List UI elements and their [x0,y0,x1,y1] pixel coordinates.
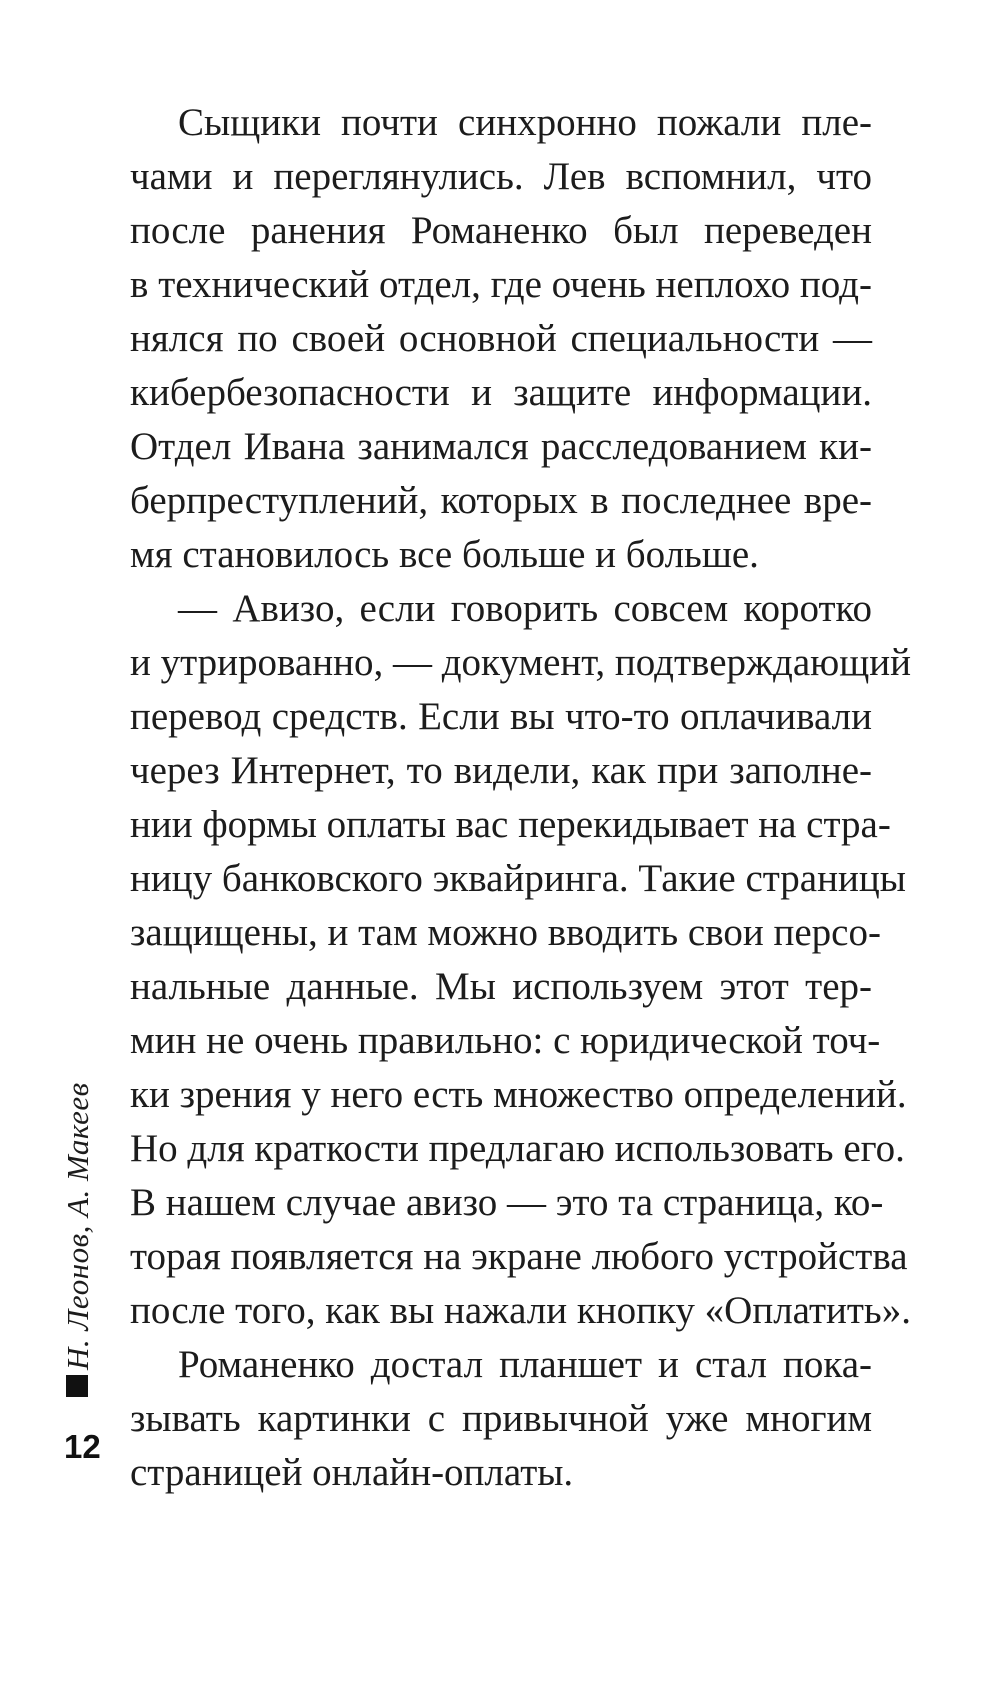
text-line: чами и переглянулись. Лев вспомнил, что [130,155,872,198]
text-line: после того, как вы нажали кнопку «Оплатить». [130,1289,911,1332]
text-line: через Интернет, то видели, как при заполне- [130,749,872,792]
author-credit: Н. Леонов, А. Макеев [60,1082,95,1370]
text-line: после ранения Романенко был переведен [130,209,872,252]
text-line: мин не очень правильно: с юридической точ- [130,1019,881,1062]
text-line: ницу банковского эквайринга. Такие страницы [130,857,906,900]
text-line: Романенко достал планшет и стал пока- [178,1343,872,1386]
text-line: В нашем случае авизо — это та страница, ко- [130,1181,884,1224]
text-line: Сыщики почти синхронно пожали пле- [178,101,872,144]
text-line: берпреступлений, которых в последнее вре- [130,479,872,522]
text-line: — Авизо, если говорить совсем коротко [178,587,872,630]
text-line: кибербезопасности и защите информации. [130,371,872,414]
text-line: в технический отдел, где очень неплохо под- [130,263,872,306]
text-line: ки зрения у него есть множество определений. [130,1073,907,1116]
square-marker [66,1375,88,1397]
body-text [130,96,912,1500]
text-line: торая появляется на экране любого устройства [130,1235,908,1278]
page-number: 12 [64,1428,101,1465]
text-line: нии формы оплаты вас перекидывает на стра- [130,803,891,846]
text-line: Отдел Ивана занимался расследованием ки- [130,425,872,468]
text-line: нальные данные. Мы используем этот тер- [130,965,872,1008]
text-line: мя становилось все больше и больше. [130,533,759,576]
text-line: перевод средств. Если вы что-то оплачивали [130,695,872,738]
text-line: нялся по своей основной специальности — [130,317,872,360]
text-line: страницей онлайн-оплаты. [130,1451,574,1494]
text-line: Но для краткости предлагаю использовать его. [130,1127,905,1170]
text-line: зывать картинки с привычной уже многим [130,1397,872,1440]
text-line: защищены, и там можно вводить свои персо- [130,911,881,954]
text-line: и утрированно, — документ, подтверждающий [130,641,912,684]
